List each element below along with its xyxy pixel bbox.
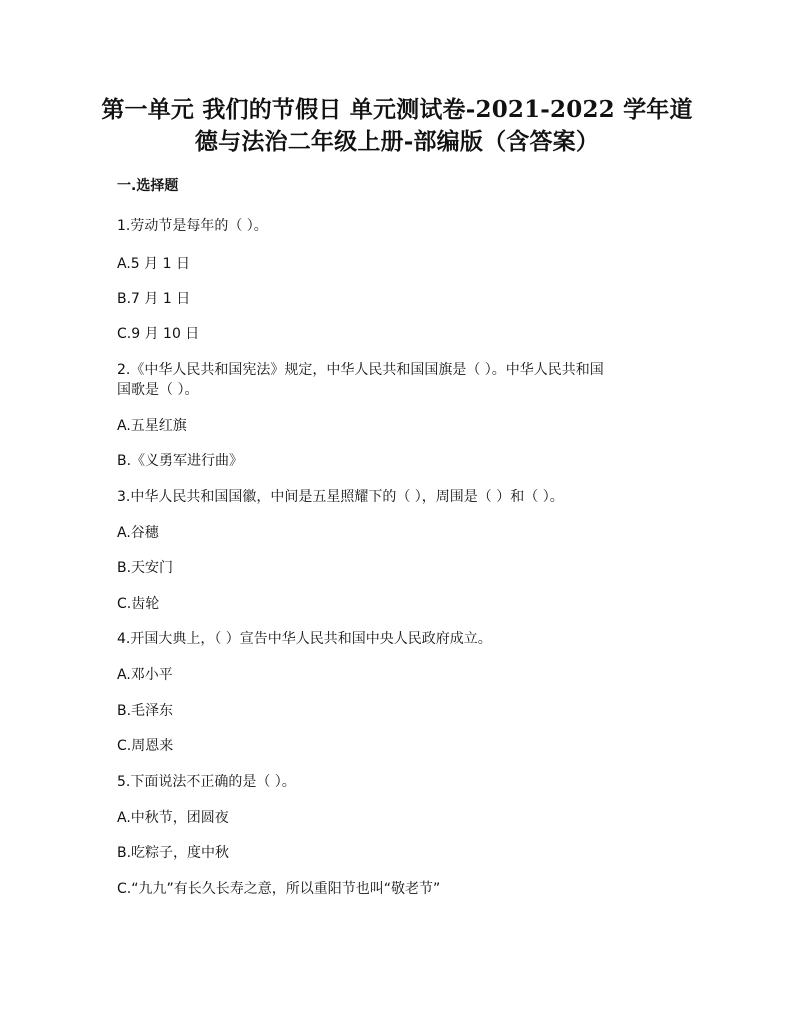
question-5-stem: 5.下面说法不正确的是（ ）。 [117,774,296,790]
question-1-option-c: C.9 月 10 日 [117,326,200,342]
section-heading: 一.选择题 [117,178,179,194]
question-2-stem-line-1: 2.《中华人民共和国宪法》规定，中华人民共和国国旗是（ ）。中华人民共和国 [117,362,604,378]
question-5-option-b: B.吃粽子，度中秋 [117,845,230,861]
question-3-stem: 3.中华人民共和国国徽，中间是五星照耀下的（ ），周围是（ ）和（ ）。 [117,489,564,505]
question-4-stem: 4.开国大典上，（ ）宣告中华人民共和国中央人民政府成立。 [117,631,492,647]
document-title-line-2: 德与法治二年级上册-部编版（含答案） [194,128,600,155]
question-5-option-a: A.中秋节，团圆夜 [117,810,229,826]
document-title-line-1: 第一单元 我们的节假日 单元测试卷-2021-2022 学年道 [101,96,693,123]
question-2-option-a: A.五星红旗 [117,418,187,434]
question-1-stem: 1.劳动节是每年的（ ）。 [117,218,268,234]
question-3-option-c: C.齿轮 [117,596,160,612]
question-2-stem-line-2: 国歌是（ ）。 [117,382,199,398]
question-4-option-a: A.邓小平 [117,667,173,683]
question-1-option-b: B.7 月 1 日 [117,291,191,307]
question-3-option-a: A.谷穗 [117,525,159,541]
question-5-option-c: C.“九九”有长久长寿之意，所以重阳节也叫“敬老节” [117,881,441,897]
question-3-option-b: B.天安门 [117,560,174,576]
question-4-option-b: B.毛泽东 [117,703,174,719]
question-1-option-a: A.5 月 1 日 [117,256,190,272]
question-2-option-b: B.《义勇军进行曲》 [117,453,244,469]
question-4-option-c: C.周恩来 [117,738,174,754]
